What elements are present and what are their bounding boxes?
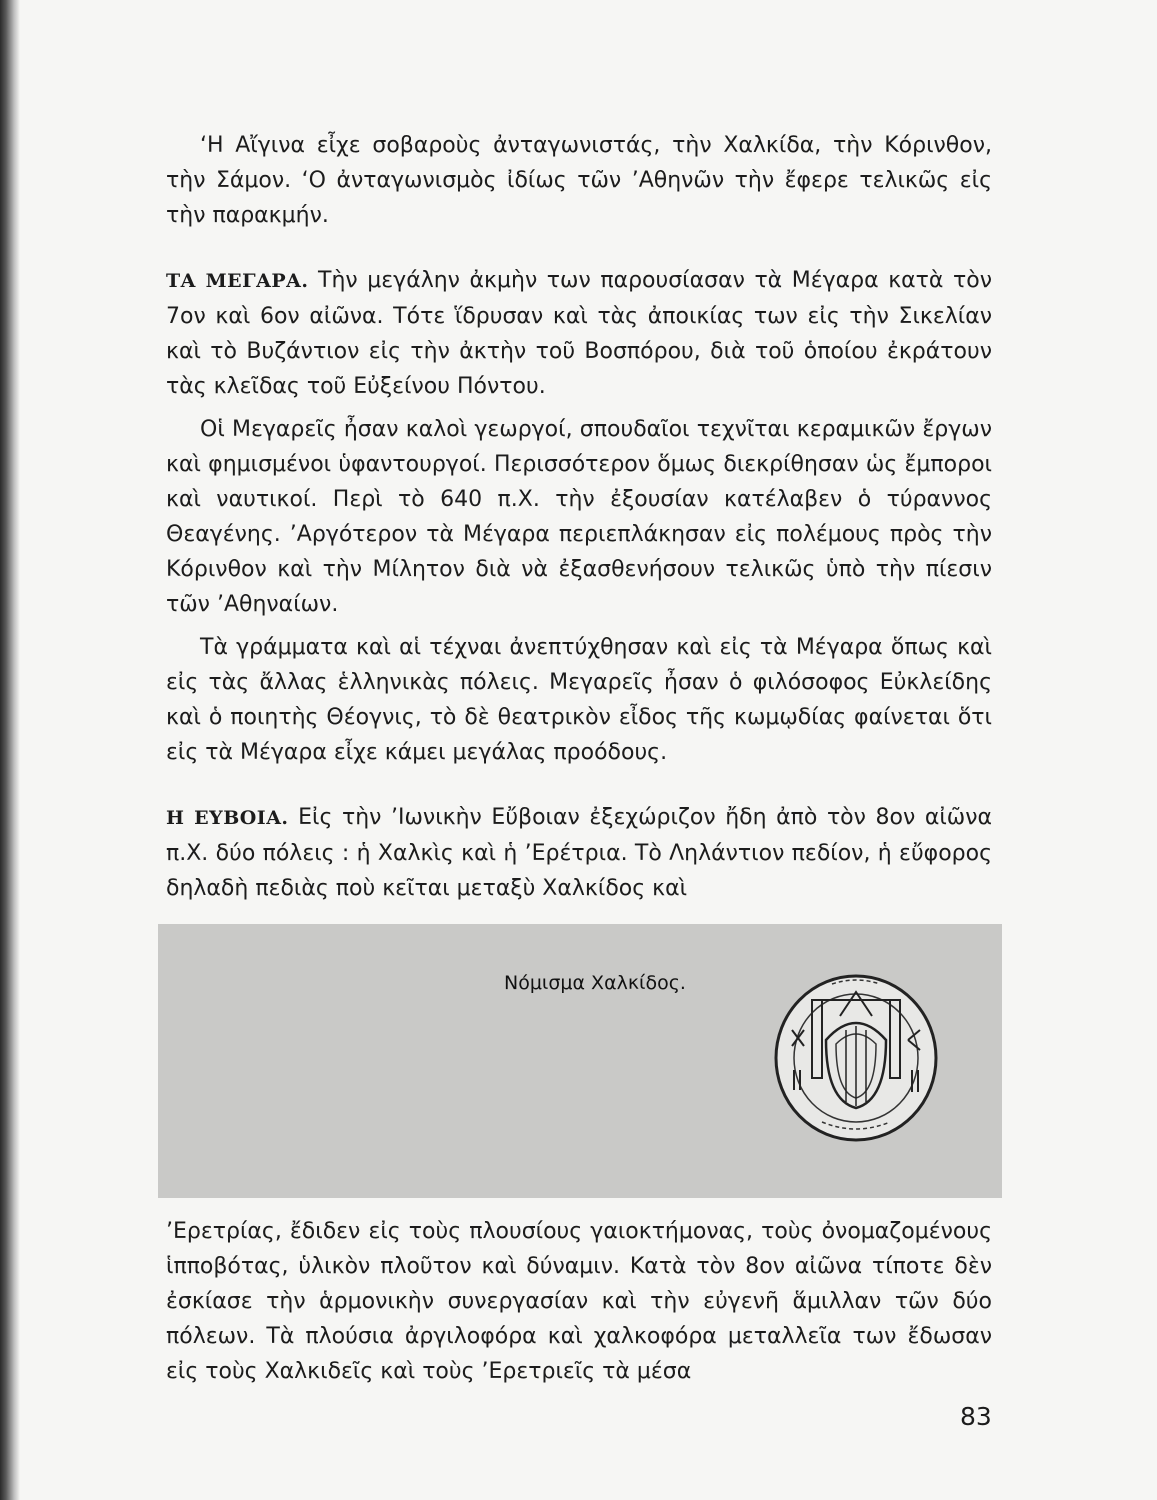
megara-paragraph-1: [166, 263, 992, 404]
euboea-paragraph-1-text: Εἰς τὴν ’Ιωνικὴν Εὔβοιαν ἐξεχώριζον ἤδη ἀπὸ τὸν 8ον αἰῶνα π.Χ. δύο πόλεις : ἡ Χαλκὶς καὶ ἡ ’Ερέτρια. Τὸ Ληλάντιον πεδίον, ἡ εὔφορος δηλαδὴ πεδιὰς ποὺ κεῖται μεταξὺ Χαλκίδος καὶ: [166, 805, 992, 901]
lower-text-block: [166, 1214, 992, 1389]
page-binding-edge: [0, 0, 20, 1500]
figure-caption: Νόμισμα Χαλκίδος.: [504, 972, 686, 994]
aegina-paragraph: ‘Η Αἴγινα εἶχε σοβαροὺς ἀνταγωνιστάς, τὴν Χαλκίδα, τὴν Κόρινθον, τὴν Σάμον. ‘Ο ἀνταγωνισμὸς ἰδίως τῶν ’Αθηνῶν τὴν ἔφερε τελικῶς εἰς τὴν παρακμήν.: [166, 133, 992, 228]
megara-paragraph-3: Τὰ γράμματα καὶ αἱ τέχναι ἀνεπτύχθησαν καὶ εἰς τὰ Μέγαρα ὅπως καὶ εἰς τὰς ἄλλας ἑλληνικὰς πόλεις. Μεγαρεῖς ἦσαν ὁ φιλόσοφος Εὐκλείδης καὶ ὁ ποιητὴς Θέογνις, τὸ δὲ θεατρικὸν εἶδος τῆς κωμῳδίας φαίνεται ὅτι εἰς τὰ Μέγαρα εἶχε κάμει μεγάλας προόδους.: [166, 635, 992, 765]
coin-icon: [770, 970, 942, 1144]
megara-paragraph-1-text: Τὴν μεγάλην ἀκμὴν των παρουσίασαν τὰ Μέγαρα κατὰ τὸν 7ον καὶ 6ον αἰῶνα. Τότε ἵδρυσαν καὶ τὰς ἀποικίας των εἰς τὴν Σικελίαν καὶ τὸ Βυζάντιον εἰς τὴν ἀκτὴν τοῦ Βοσπόρου, διὰ τοῦ ὁποίου ἐκράτουν τὰς κλεῖδας τοῦ Εὐξείνου Πόντου.: [166, 268, 992, 399]
euboea-paragraph-2: ’Ερετρίας, ἔδιδεν εἰς τοὺς πλουσίους γαιοκτήμονας, τοὺς ὀνομαζομένους ἱπποβότας, ὑλικὸν πλοῦτον καὶ δύναμιν. Κατὰ τὸν 8ον αἰῶνα τίποτε δὲν ἐσκίασε τὴν ἁρμονικὴν συνεργασίαν καὶ τὴν εὐγενῆ ἅμιλλαν τῶν δύο πόλεων. Τὰ πλούσια ἀργιλοφόρα καὶ χαλκοφόρα μεταλλεῖα των ἔδωσαν εἰς τοὺς Χαλκιδεῖς καὶ τοὺς ’Ερετριεῖς τὰ μέσα: [166, 1219, 992, 1384]
coin-figure: [158, 924, 1002, 1198]
megara-heading: ΤΑ ΜΕΓΑΡΑ.: [166, 270, 309, 292]
megara-paragraph-2: Οἱ Μεγαρεῖς ἦσαν καλοὶ γεωργοί, σπουδαῖοι τεχνῖται κεραμικῶν ἔργων καὶ φημισμένοι ὑφαντουργοί. Περισσότερον ὅμως διεκρίθησαν ὡς ἔμποροι καὶ ναυτικοί. Περὶ τὸ 640 π.Χ. τὴν ἐξουσίαν κατέλαβεν ὁ τύραννος Θεαγένης. ’Αργότερον τὰ Μέγαρα περιεπλάκησαν εἰς πολέμους πρὸς τὴν Κόρινθον καὶ τὴν Μίλητον διὰ νὰ ἐξασθενήσουν τελικῶς ὑπὸ τὴν πίεσιν τῶν ’Αθηναίων.: [166, 417, 992, 617]
euboea-paragraph-1: [166, 800, 992, 906]
euboea-heading: Η ΕΥΒΟΙΑ.: [166, 807, 289, 829]
upper-text-block: [166, 128, 992, 906]
page-number: 83: [960, 1402, 992, 1431]
